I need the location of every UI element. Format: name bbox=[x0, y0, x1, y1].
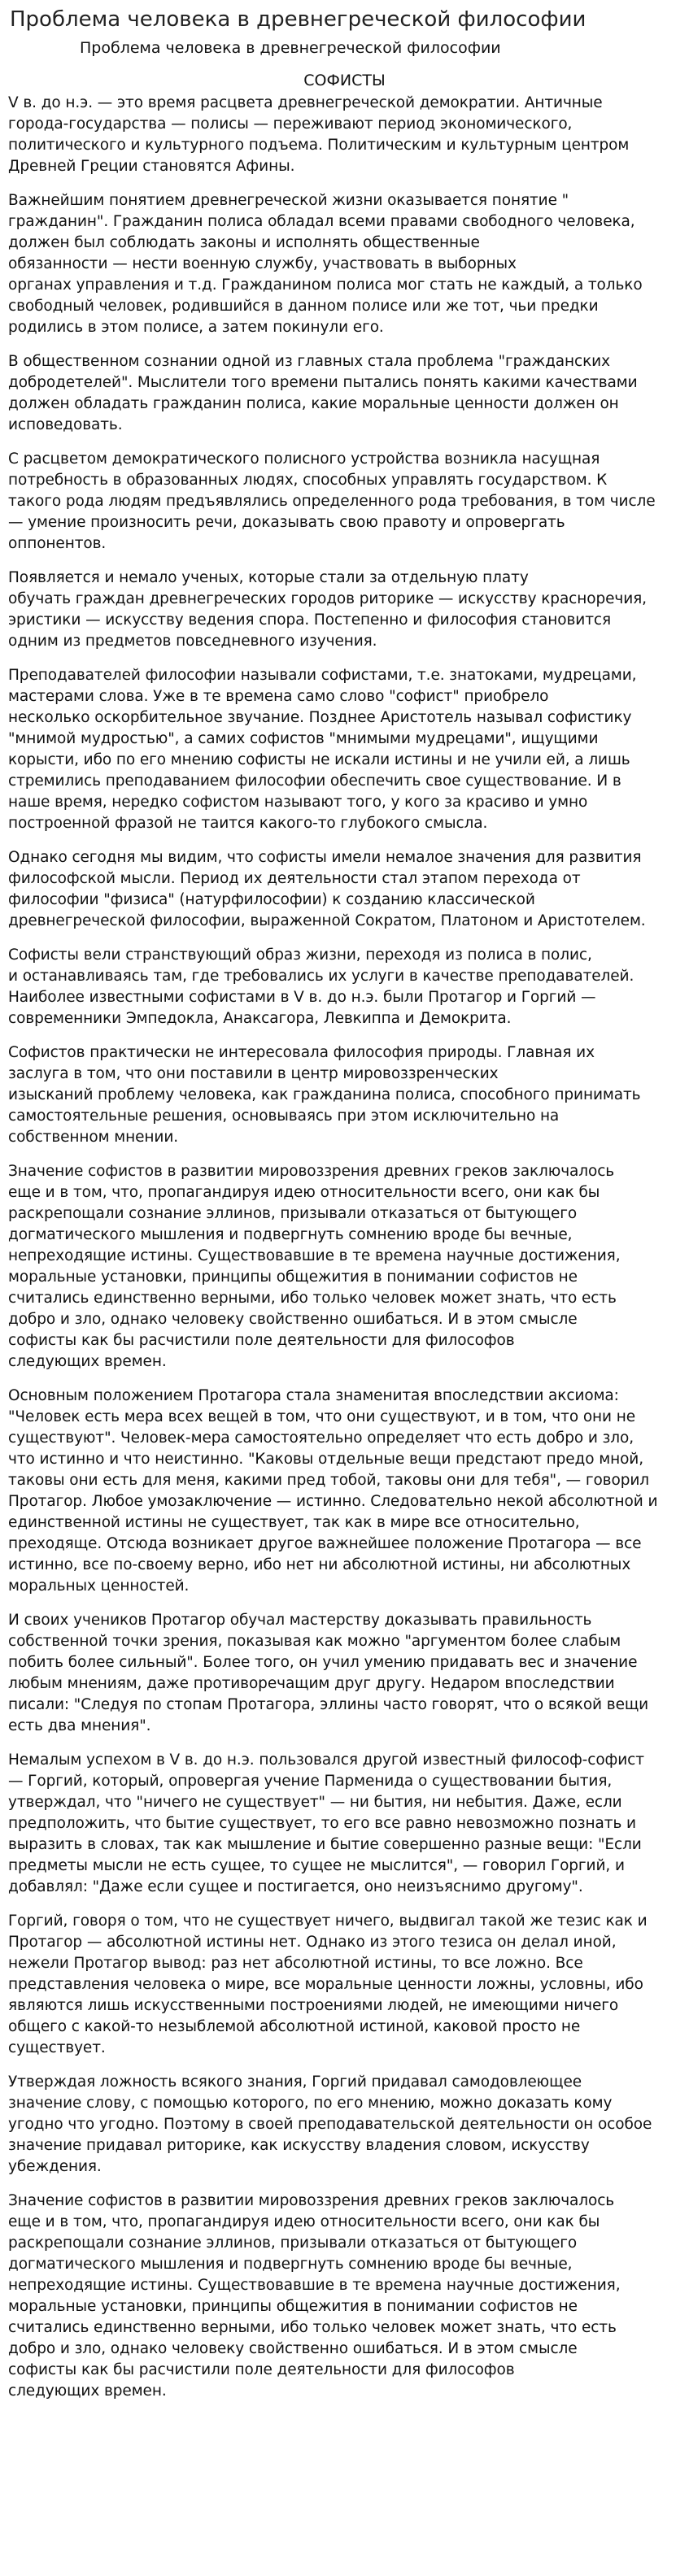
paragraph: V в. до н.э. — это время расцвета древнегреческой демократии. Античные города-государства — полисы — переживают период экономического, политического и культурного подъема. Политическим и культурным центром Древней Греции становятся Афины. bbox=[8, 94, 630, 175]
paragraph: Софистов практически не интересовала философия природы. Главная их заслуга в том, что они поставили в центр мировоззренческих изысканий проблему человека, как гражданина полиса, способного принимать самостоятельные решения, основываясь при этом исключительно на собственном мнении. bbox=[8, 1044, 641, 1146]
page-title: Проблема человека в древнегреческой философии bbox=[10, 7, 587, 32]
paragraph: Горгий, говоря о том, что не существует ничего, выдвигал такой же тезис как и Протагор — абсолютной истины нет. Однако из этого тезиса он делал иной, нежели Протагор вывод: раз нет абсолютной истины, то все ложно. Все представления человека о мире, все моральные ценности ложны, условны, ибо являются лишь искусственными построениями людей, не имеющими ничего общего с какой-то незыблемой абсолютной истиной, каковой просто не существует. bbox=[8, 1912, 648, 2056]
paragraph: Софисты вели странствующий образ жизни, переходя из полиса в полис, и останавливаясь там, где требовались их услуги в качестве преподавателей. Наиболее известными софистами в V в. до н.э. были Протагор и Горгий — современники Эмпедокла, Анаксагора, Левкиппа и Демокрита. bbox=[8, 946, 634, 1027]
paragraph: Немалым успехом в V в. до н.э. пользовался другой известный философ-софист — Горгий, который, опровергая учение Парменида о существовании бытия, утверждал, что "ничего не существует" — ни бытия, ни небытия. Даже, если предположить, что бытие существует, то его все равно невозможно познать и выразить в словах, так как мышление и бытие совершенно разные вещи: "Если предметы мысли не есть сущее, то сущее не мыслится", — говорил Горгий, и добавлял: "Даже если сущее и постигается, оно неизъяснимо другому". bbox=[8, 1751, 644, 1895]
paragraph: Важнейшим понятием древнегреческой жизни оказывается понятие " гражданин". Гражданин полиса обладал всеми правами свободного человека, должен был соблюдать законы и исполнять общественные обязанности — нести военную службу, участвовать в выборных органах управления и т.д. Гражданином полиса мог стать не каждый, а только свободный человек, родившийся в данном полисе или же тот, чьи предки родились в этом полисе, а затем покинули его. bbox=[8, 192, 643, 336]
section-title: СОФИСТЫ bbox=[303, 72, 386, 89]
paragraph: В общественном сознании одной из главных стала проблема "гражданских добродетелей". Мыслители того времени пытались понять какими качествами должен обладать гражданин полиса, какие моральные ценности должен он исповедовать. bbox=[8, 353, 638, 433]
paragraph: Значение софистов в развитии мировоззрения древних греков заключалось еще и в том, что, пропагандируя идею относительности всего, они как бы раскрепощали сознание эллинов, призывали отказаться от бытующего догматического мышления и подвергнуть сомнению вроде бы вечные, непреходящие истины. Существовавшие в те времена научные достижения, моральные установки, принципы общежития в понимании софистов не считались единственно верными, ибо только человек может знать, что есть добро и зло, однако человеку свойственно ошибаться. И в этом смысле софисты как бы расчистили поле деятельности для философов следующих времен. bbox=[8, 2192, 621, 2400]
paragraph: С расцветом демократического полисного устройства возникла насущная потребность в образованных людях, способных управлять государством. К такого рода людям предъявлялись определенного рода требования, в том числе — умение произносить речи, доказывать свою правоту и опровергать оппонентов. bbox=[8, 450, 656, 552]
paragraph: Появляется и немало ученых, которые стали за отдельную плату обучать граждан древнегреческих городов риторике — искусству красноречия, эристики — искусству ведения спора. Постепенно и философия становится одним из предметов повседневного изучения. bbox=[8, 569, 647, 650]
paragraph: Утверждая ложность всякого знания, Горгий придавал самодовлеющее значение слову, с помощью которого, по его мнению, можно доказать кому угодно что угодно. Поэтому в своей преподавательской деятельности он особое значение придавал риторике, как искусству владения словом, искусству убеждения. bbox=[8, 2073, 652, 2175]
paragraph: И своих учеников Протагор обучал мастерству доказывать правильность собственной точки зрения, показывая как можно "аргументом более слабым побить более сильный". Более того, он учил умению придавать вес и значение любым мнениям, даже противоречащим друг другу. Недаром впоследствии писали: "Следуя по стопам Протагора, эллины часто говорят, что о всякой вещи есть два мнения". bbox=[8, 1612, 649, 1734]
paragraph: Основным положением Протагора стала знаменитая впоследствии аксиома: "Человек есть мера всех вещей в том, что они существуют, и в том, что они не существуют". Человек-мера самостоятельно определяет что есть добро и зло, что истинно и что неистинно. "Каковы отдельные вещи предстают предо мной, таковы они есть для меня, какими пред тобой, таковы они для тебя", — говорил Протагор. Любое умозаключение — истинно. Следовательно некой абсолютной и единственной истины не существует, так как в мире все относительно, преходяще. Отсюда возникает другое важнейшее положение Протагора — все истинно, все по-своему верно, ибо нет ни абсолютной истины, ни абсолютных моральных ценностей. bbox=[8, 1387, 658, 1595]
paragraph: Значение софистов в развитии мировоззрения древних греков заключалось еще и в том, что, пропагандируя идею относительности всего, они как бы раскрепощали сознание эллинов, призывали отказаться от бытующего догматического мышления и подвергнуть сомнению вроде бы вечные, непреходящие истины. Существовавшие в те времена научные достижения, моральные установки, принципы общежития в понимании софистов не считались единственно верными, ибо только человек может знать, что есть добро и зло, однако человеку свойственно ошибаться. И в этом смысле софисты как бы расчистили поле деятельности для философов следующих времен. bbox=[8, 1163, 621, 1370]
paragraph: Преподавателей философии называли софистами, т.е. знатоками, мудрецами, мастерами слова. Уже в те времена само слово "софист" приобрело несколько оскорбительное звучание. Позднее Аристотель называл софистику "мнимой мудростью", а самих софистов "мнимыми мудрецами", ищущими корысти, ибо по его мнению софисты не искали истины и не учили ей, а лишь стремились преподаванием философии обеспечить свое существование. И в наше время, нередко софистом называют того, у кого за красиво и умно построенной фразой не таится какого-то глубокого смысла. bbox=[8, 667, 637, 832]
page-subtitle: Проблема человека в древнегреческой философии bbox=[80, 39, 501, 57]
paragraph: Однако сегодня мы видим, что софисты имели немалое значения для развития философской мысли. Период их деятельности стал этапом перехода от философии "физиса" (натурфилософии) к созданию классической древнегреческой философии, выраженной Сократом, Платоном и Аристотелем. bbox=[8, 849, 646, 929]
